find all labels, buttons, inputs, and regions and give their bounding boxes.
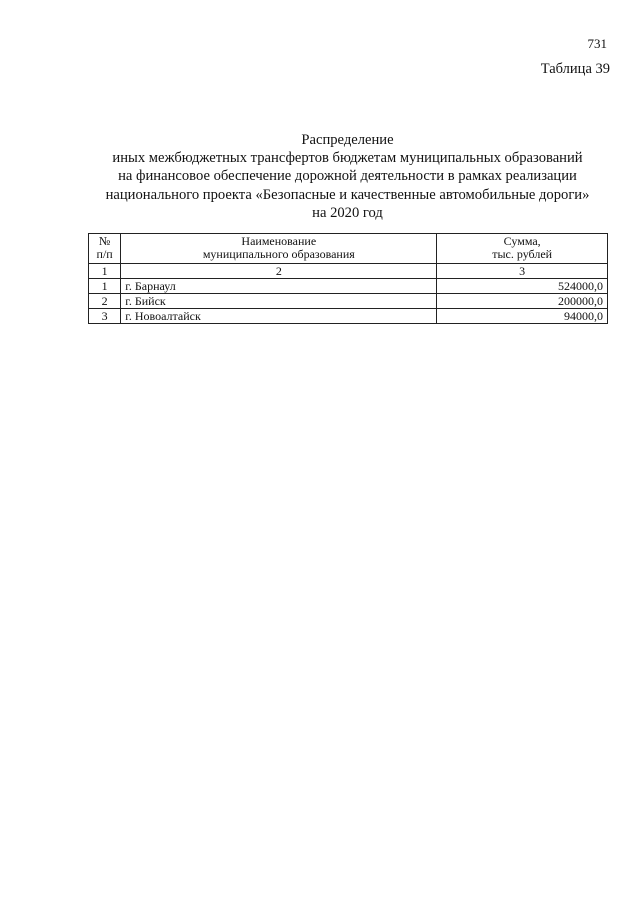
distribution-table [88, 233, 608, 324]
header-name-line: Наименование [241, 234, 317, 248]
row-name: г. Барнаул [121, 279, 437, 294]
table-row [89, 294, 608, 309]
header-name-line: муниципального образования [202, 247, 355, 261]
header-sum-line: Сумма, [503, 234, 541, 248]
row-sum: 200000,0 [437, 294, 608, 309]
header-sum-line: тыс. рублей [492, 247, 553, 261]
heading-line: иных межбюджетных трансфертов бюджетам муниципальных образований [112, 150, 583, 167]
row-sum: 524000,0 [437, 279, 608, 294]
column-index: 3 [437, 264, 608, 279]
column-index: 1 [89, 264, 121, 279]
row-name: г. Новоалтайск [121, 309, 437, 324]
heading-line: национального проекта «Безопасные и качественные автомобильные дороги» [105, 186, 590, 203]
header-num-line: № [98, 234, 111, 248]
table-header-row [89, 234, 608, 264]
row-name: г. Бийск [121, 294, 437, 309]
header-num-line: п/п [96, 247, 113, 261]
row-num: 2 [89, 294, 121, 309]
document-heading [60, 131, 635, 222]
table-row [89, 309, 608, 324]
header-name [121, 234, 437, 264]
heading-line: Распределение [301, 132, 394, 148]
header-num [89, 234, 121, 264]
row-num: 1 [89, 279, 121, 294]
table-caption: Таблица 39 [540, 61, 610, 77]
heading-line: на финансовое обеспечение дорожной деятельности в рамках реализации [118, 168, 577, 185]
row-sum: 94000,0 [437, 309, 608, 324]
column-index: 2 [121, 264, 437, 279]
page-number: 731 [587, 36, 607, 51]
table-row [89, 279, 608, 294]
row-num: 3 [89, 309, 121, 324]
column-index-row [89, 264, 608, 279]
header-sum [437, 234, 608, 264]
heading-line: на 2020 год [312, 204, 383, 221]
